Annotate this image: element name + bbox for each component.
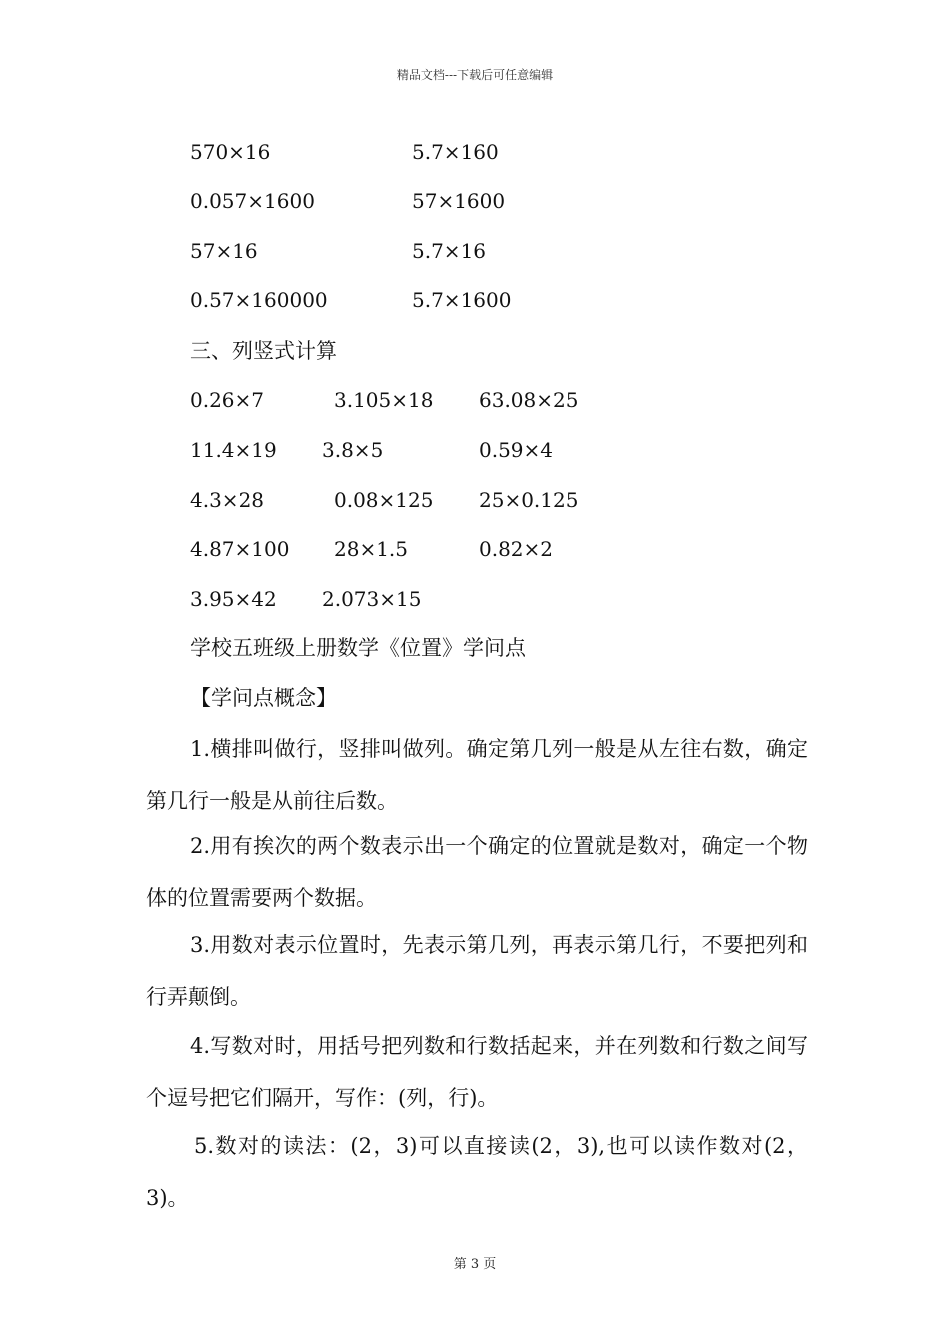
expression: 2.073×15 [322, 587, 422, 611]
concept-point: 3.用数对表示位置时，先表示第几列，再表示第几行，不要把列和行弄颠倒。 [146, 933, 808, 1009]
expression: 0.82×2 [479, 537, 554, 561]
expression: 0.08×125 [334, 488, 434, 512]
expression: 57×16 [190, 239, 258, 263]
expression: 5.7×1600 [412, 288, 512, 312]
concept-point: 2.用有挨次的两个数表示出一个确定的位置就是数对，确定一个物体的位置需要两个数据。 [146, 834, 808, 910]
expression: 0.26×7 [190, 388, 265, 412]
page-header: 精品文档---下载后可任意编辑 [396, 68, 554, 82]
expression: 57×1600 [412, 189, 506, 213]
expression: 570×16 [190, 140, 271, 164]
concept-point: 4.写数对时，用括号把列数和行数括起来，并在列数和行数之间写个逗号把它们隔开，写作：(列，行)。 [146, 1034, 808, 1110]
expression: 63.08×25 [479, 388, 579, 412]
expression: 11.4×19 [190, 438, 277, 462]
expression: 0.57×160000 [190, 288, 328, 312]
expression: 4.3×28 [190, 488, 265, 512]
concept-point: 1.横排叫做行，竖排叫做列。确定第几列一般是从左往右数，确定第几行一般是从前往后数。 [146, 737, 808, 813]
expression: 25×0.125 [479, 488, 579, 512]
expression: 3.95×42 [190, 587, 277, 611]
expression: 5.7×16 [412, 239, 487, 263]
section-title: 三、列竖式计算 [190, 339, 337, 363]
expression: 28×1.5 [334, 537, 409, 561]
concept-point: 5.数对的读法：(2，3)可以直接读(2，3),也可以读作数对(2，3)。 [146, 1134, 808, 1210]
lesson-title: 学校五班级上册数学《位置》学问点 [190, 636, 526, 660]
expression: 0.057×1600 [190, 189, 315, 213]
page-footer: 第 3 页 [453, 1257, 497, 1272]
expression: 3.8×5 [322, 438, 384, 462]
expression: 4.87×100 [190, 537, 290, 561]
concept-heading: 【学问点概念】 [190, 686, 337, 710]
expression: 0.59×4 [479, 438, 554, 462]
expression: 3.105×18 [334, 388, 434, 412]
expression: 5.7×160 [412, 140, 499, 164]
